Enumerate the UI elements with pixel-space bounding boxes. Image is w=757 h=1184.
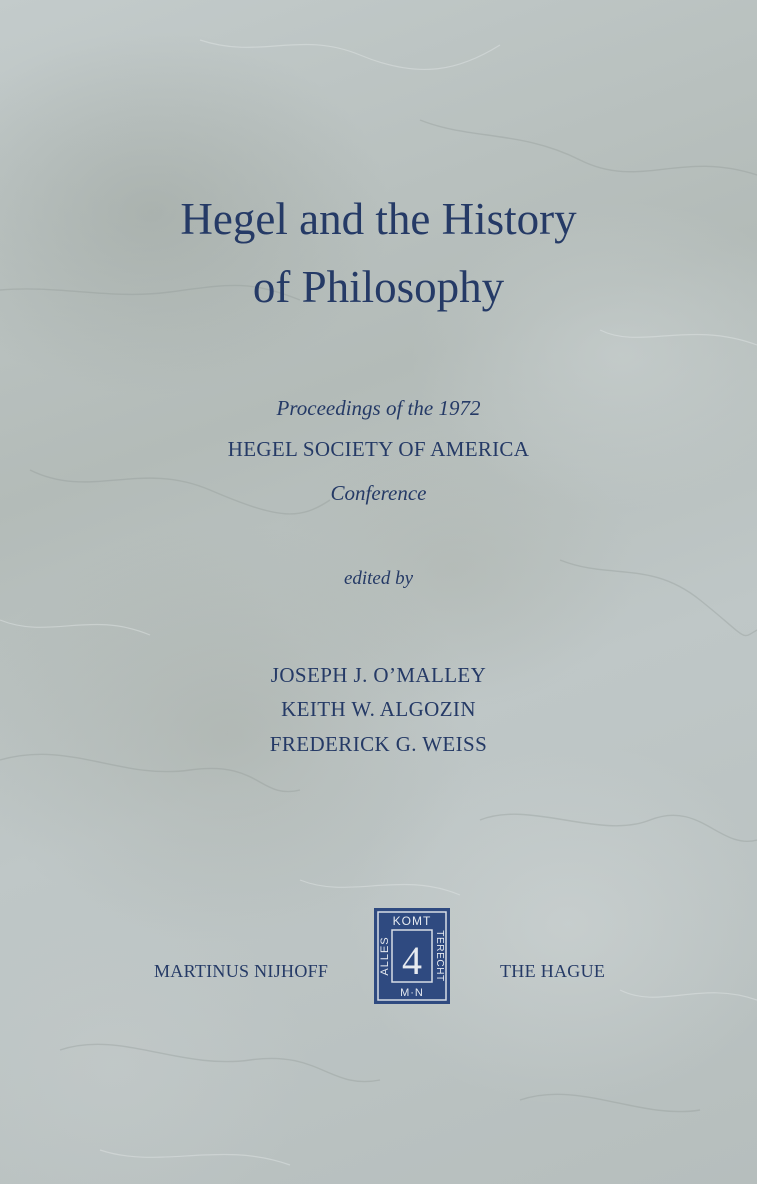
subtitle-conference: Conference — [330, 481, 427, 505]
publisher-name: MARTINUS NIJHOFF — [154, 961, 329, 981]
publisher-emblem-icon — [374, 908, 450, 1004]
edited-by-label: edited by — [343, 568, 414, 589]
emblem-left-text: ALLES — [379, 936, 391, 976]
book-title-line-2: of Philosophy — [252, 262, 505, 312]
emblem-top-text: KOMT — [392, 914, 432, 928]
editor-name: JOSEPH J. O’MALLEY — [270, 663, 487, 687]
subtitle-proceedings: Proceedings of the 1972 — [276, 396, 481, 420]
editor-name: FREDERICK G. WEISS — [269, 732, 488, 756]
emblem-right-text: TERECHT — [434, 930, 445, 982]
emblem-center-numeral: 4 — [402, 938, 422, 983]
emblem-bottom-text: M·N — [400, 987, 424, 999]
editor-name: KEITH W. ALGOZIN — [281, 697, 476, 721]
subtitle-society: HEGEL SOCIETY OF AMERICA — [227, 437, 530, 461]
book-title-line-1: Hegel and the History — [180, 194, 577, 244]
publisher-location: THE HAGUE — [500, 961, 606, 981]
